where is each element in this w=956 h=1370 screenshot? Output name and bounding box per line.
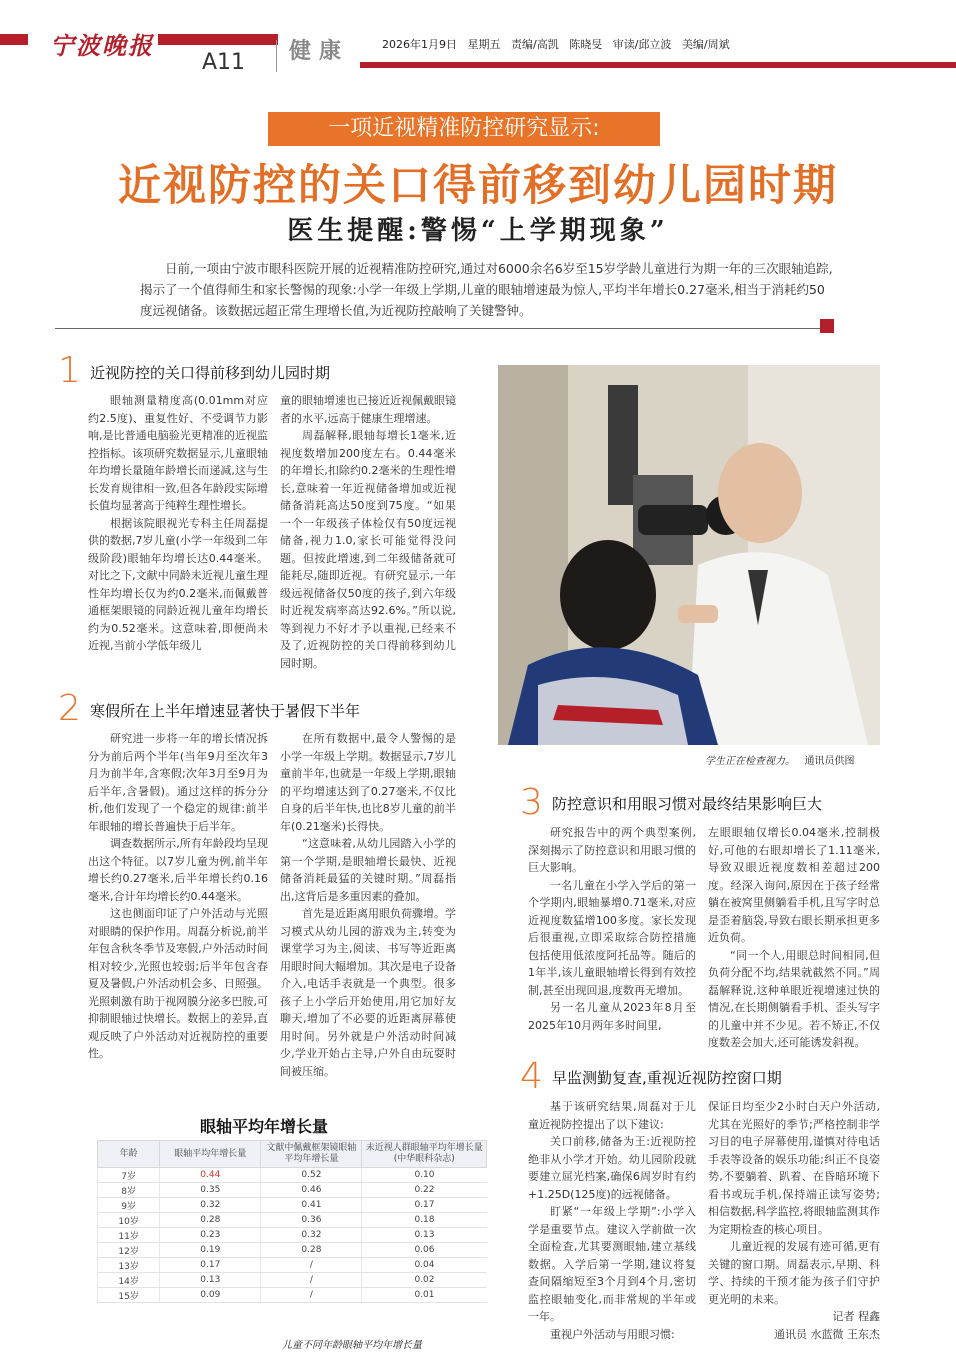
table-title: 眼轴平均年增长量	[200, 1117, 329, 1136]
lead-rule	[55, 328, 825, 329]
table-cell: 0.10	[362, 1168, 487, 1183]
paragraph: 周磊解释,眼轴每增长1毫米,近视度数增加200度左右。0.44毫米的年增长,扣除约0.2毫米的生理性增长,意味着一年近视储备增加或近视储备消耗高达50度到75度。“如果一个一年级孩子体检仅有50度远视储备,视力1.0,家长可能觉得没问题。但按此增速,到二年级储备就可能耗尽,随即近视。有研究显示,一年级远视储备仅50度的孩子,到六年级时近视发病率高达92.6%。”所以说,等到视力不好才予以重视,已经来不及了,近视防控的关口得前移到幼儿园时期。	[280, 429, 456, 670]
table-cell: 0.41	[261, 1198, 362, 1213]
section-2-number: 2	[58, 688, 81, 729]
table-cell: 7岁	[98, 1168, 160, 1183]
column-header: 年龄	[98, 1141, 160, 1168]
table-row	[98, 1198, 487, 1213]
weekday: 星期五	[467, 38, 501, 51]
section-name: 健康	[289, 39, 350, 64]
table-cell: 0.01	[362, 1288, 487, 1303]
kicker: 一项近视精准防控研究显示:	[268, 112, 660, 146]
paragraph: “同一个人,用眼总时间相同,但负荷分配不均,结果就截然不同。”周磊解释说,这种单眼近视增速过快的情况,在长期侧躺看手机、歪头写字的儿童中并不少见。若不矫正,不仅度数差会加大,还可能诱发斜视。	[708, 948, 880, 1049]
table-cell: 0.04	[362, 1258, 487, 1273]
section-2-title: 寒假所在上半年增速显著快于暑假下半年	[90, 702, 361, 720]
table-cell: 8岁	[98, 1183, 160, 1198]
byline-correspondents: 通讯员 水蓝微 王东杰	[774, 1327, 880, 1341]
paragraph: 盯紧“一年级上学期”:小学入学是重要节点。建议入学前做一次全面检查,尤其要测眼轴,建立基线数据。入学后第一学期,建议将复查间隔缩短至3个月到4个月,密切监控眼轴变化,而非常规的半年或一年。	[528, 1205, 696, 1323]
table-cell: 0.44	[160, 1168, 261, 1183]
photo-credit: 通讯员供图	[804, 756, 855, 767]
table-cell: 0.23	[160, 1228, 261, 1243]
table-row	[98, 1273, 487, 1288]
paragraph: 基于该研究结果,周磊对于儿童近视防控提出了以下建议:	[528, 1100, 696, 1131]
table-cell: 0.36	[261, 1213, 362, 1228]
table-cell: 0.06	[362, 1243, 487, 1258]
table-cell: 14岁	[98, 1273, 160, 1288]
proofreader: 陈晓旻	[569, 38, 603, 51]
table-row	[98, 1258, 487, 1273]
table-cell: 10岁	[98, 1213, 160, 1228]
paragraph: 在所有数据中,最令人警惕的是小学一年级上学期。数据显示,7岁儿童前半年,也就是一年级上学期,眼轴的平均增速达到了0.27毫米,不仅比自身的后半年快,也比8岁儿童的前半年(0.21毫米)长得快。	[280, 732, 456, 833]
section-1-title: 近视防控的关口得前移到幼儿园时期	[90, 364, 331, 382]
section-3-col-b	[708, 824, 880, 1052]
section-1-number: 1	[58, 350, 81, 391]
header-bar-right	[360, 62, 956, 68]
byline-reporter: 记者 程鑫	[832, 1310, 880, 1323]
table-cell: 15岁	[98, 1288, 160, 1303]
header-bar-left	[0, 34, 28, 45]
paragraph: 根据该院眼视光专科主任周磊提供的数据,7岁儿童(小学一年级到二年级阶段)眼轴年均增长达0.44毫米。对比之下,文献中同龄未近视儿童生理性年均增长仅为约0.2毫米,而佩戴普通框架眼镜的同龄近视儿童年均增长约为0.52毫米。这意味着,即便尚未近视,当前小学低年级儿	[88, 516, 268, 652]
table-cell: 11岁	[98, 1228, 160, 1243]
column-header: 眼轴平均年增长量	[160, 1141, 261, 1168]
section-4-title: 早监测勤复查,重视近视防控窗口期	[552, 1069, 782, 1087]
section-4-number: 4	[520, 1056, 543, 1097]
masthead: 宁波晚报	[50, 31, 154, 60]
section-2-col-a	[88, 730, 268, 1063]
table-row	[98, 1168, 487, 1183]
header-divider	[276, 40, 277, 72]
section-3-title: 防控意识和用眼习惯对最终结果影响巨大	[552, 795, 823, 813]
table-cell: 0.13	[160, 1273, 261, 1288]
paragraph: 关口前移,储备为王:近视防控绝非从小学才开始。幼儿园阶段就要建立屈光档案,确保6周岁时有约+1.25D(125度)的远视储备。	[528, 1135, 696, 1201]
table-row	[98, 1288, 487, 1303]
table-cell: 0.32	[160, 1198, 261, 1213]
section-4-col-b	[708, 1098, 880, 1343]
table-row	[98, 1183, 487, 1198]
section-4-col-a	[528, 1098, 696, 1343]
table-cell: 0.28	[261, 1243, 362, 1258]
table-caption: 儿童不同年龄眼轴平均年增长量	[282, 1340, 422, 1351]
reviewer: 审读/邱立波	[612, 38, 672, 51]
table-cell: 13岁	[98, 1258, 160, 1273]
table-cell: 9岁	[98, 1198, 160, 1213]
data-table	[97, 1140, 487, 1303]
table-row	[98, 1243, 487, 1258]
axial-growth-table	[97, 1140, 487, 1332]
table-body	[98, 1168, 487, 1303]
paragraph: 调查数据所示,所有年龄段均呈现出这个特征。以7岁儿童为例,前半年增长约0.27毫米,后半年增长约0.16毫米,合计年均增长约0.44毫米。	[88, 837, 268, 903]
section-2-col-b	[280, 730, 456, 1080]
table-cell: /	[261, 1273, 362, 1288]
header-bar-mid	[158, 34, 278, 45]
table-cell: 12岁	[98, 1243, 160, 1258]
table-cell: 0.32	[261, 1228, 362, 1243]
column-header: 文献中佩戴框架镜眼轴平均年增长量	[261, 1141, 362, 1168]
table-cell: 0.52	[261, 1168, 362, 1183]
header-meta	[382, 36, 730, 52]
table-cell: 0.17	[160, 1258, 261, 1273]
paragraph: 重视户外活动与用眼习惯:	[550, 1327, 675, 1341]
table-cell: /	[261, 1288, 362, 1303]
paragraph: 一名儿童在小学入学后的第一个学期内,眼轴暴增0.71毫米,对应近视度数猛增100多度。家长发现后很重视,立即采取综合防控措施包括使用低浓度阿托品等。随后的1年半,该儿童眼轴增长得到有效控制,甚至出现回退,度数再无增加。	[528, 878, 696, 997]
paragraph: “这意味着,从幼儿园踏入小学的第一个学期,是眼轴增长最快、近视储备消耗最猛的关键时期。”周磊指出,这背后是多重因素的叠加。	[280, 837, 456, 903]
subheadline: 医生提醒:警惕“上学期现象”	[287, 216, 669, 246]
table-cell: 0.19	[160, 1243, 261, 1258]
table-cell: 0.09	[160, 1288, 261, 1303]
table-cell: 0.22	[362, 1183, 487, 1198]
table-cell: 0.18	[362, 1213, 487, 1228]
section-1-col-a	[88, 392, 268, 655]
editor: 责编/高凯	[511, 38, 559, 51]
table-row	[98, 1213, 487, 1228]
paragraph: 保证日均至少2小时白天户外活动,尤其在光照好的季节;严格控制非学习目的电子屏幕使用,谨慎对待电话手表等设备的娱乐功能;纠正不良姿势,不要躺着、趴着、在昏暗环境下看书或玩手机,保持端正读写姿势;相信数据,科学监控,将眼轴监测其作为定期检查的核心项目。	[708, 1100, 880, 1236]
table-header-row	[98, 1141, 487, 1168]
paragraph: 童的眼轴增速也已接近近视佩戴眼镜者的水平,远高于健康生理增速。	[280, 394, 456, 425]
table-cell: 0.46	[261, 1183, 362, 1198]
paragraph: 首先是近距离用眼负荷骤增。学习模式从幼儿园的游戏为主,转变为课堂学习为主,阅读、书写等近距离用眼时间大幅增加。其次是电子设备介入,电话手表就是一个典型。很多孩子上小学后开始使用,用它加好友聊天,增加了不必要的近距离屏幕使用时间。另外就是户外活动时间减少,学业开始占主导,户外自由玩耍时间被压缩。	[280, 907, 456, 1078]
paragraph: 研究报告中的两个典型案例,深刻揭示了防控意识和用眼习惯的巨大影响。	[528, 826, 696, 874]
paragraph: 左眼眼轴仅增长0.04毫米,控制极好,可他的右眼却增长了1.11毫米,导致双眼近视度数相差超过200度。经深入询问,原因在于孩子经常躺在被窝里侧躺看手机,且写字时总是歪着脑袋,导致右眼长期承担更多近负荷。	[708, 826, 880, 944]
paragraph: 儿童近视的发展有迹可循,更有关键的窗口期。周磊表示,早期、科学、持续的干预才能为孩子们守护更光明的未来。	[708, 1240, 880, 1306]
paragraph: 这也侧面印证了户外活动与光照对眼睛的保护作用。周磊分析说,前半年包含秋冬季节及寒假,户外活动时间相对较少,光照也较弱;后半年包含春夏及暑假,户外活动机会多、日照强。光照刺激有助于视网膜分泌多巴胺,可抑制眼轴过快增长。数据上的差异,直观反映了户外活动对近视防控的重要性。	[88, 907, 268, 1060]
issue-date: 2026年1月9日	[382, 38, 457, 51]
table-row	[98, 1228, 487, 1243]
eye-exam-illustration	[498, 365, 880, 745]
table-cell: /	[261, 1258, 362, 1273]
paragraph: 眼轴测量精度高(0.01mm对应约2.5度)、重复性好、不受调节力影响,是比普通电脑验光更精准的近视监控指标。该项研究数据显示,儿童眼轴年均增长量随年龄增长而递减,这与生长发育规律相一致,但各年龄段实际增长值均显著高于纯粹生理性增长。	[88, 394, 268, 512]
table-cell: 0.02	[362, 1273, 487, 1288]
column-header: 未近视人群眼轴平均年增长量(中华眼科杂志)	[362, 1141, 487, 1168]
designer: 美编/周斌	[681, 38, 730, 51]
table-cell: 0.13	[362, 1228, 487, 1243]
section-1-col-b	[280, 392, 456, 672]
section-3-number: 3	[520, 782, 543, 823]
eye-exam-photo	[498, 365, 880, 745]
lead-rule-square	[820, 319, 834, 333]
section-3-col-a	[528, 824, 696, 1034]
page-number: A11	[202, 50, 246, 75]
paragraph: 另一名儿童从2023年8月至2025年10月两年多时间里,	[528, 1001, 696, 1032]
lead-paragraph: 日前,一项由宁波市眼科医院开展的近视精准防控研究,通过对6000余名6岁至15岁学龄儿童进行为期一年的三次眼轴追踪,揭示了一个值得师生和家长警惕的现象:小学一年级上学期,儿童的眼轴增速最为惊人,平均半年增长0.27毫米,相当于消耗约50度远视储备。该数据远超正常生理增长值,为近视防控敲响了关键警钟。	[140, 261, 833, 318]
caption-text: 学生正在检查视力。	[705, 756, 795, 767]
headline: 近视防控的关口得前移到幼儿园时期	[118, 161, 838, 211]
photo-caption	[705, 752, 855, 767]
table-cell: 0.17	[362, 1198, 487, 1213]
table-cell: 0.28	[160, 1213, 261, 1228]
table-cell: 0.35	[160, 1183, 261, 1198]
paragraph: 研究进一步将一年的增长情况拆分为前后两个半年(当年9月至次年3月为前半年,含寒假;次年3月至9月为后半年,含暑假)。通过这样的拆分分析,他们发现了一个稳定的规律:前半年眼轴的增长普遍快于后半年。	[88, 732, 268, 833]
